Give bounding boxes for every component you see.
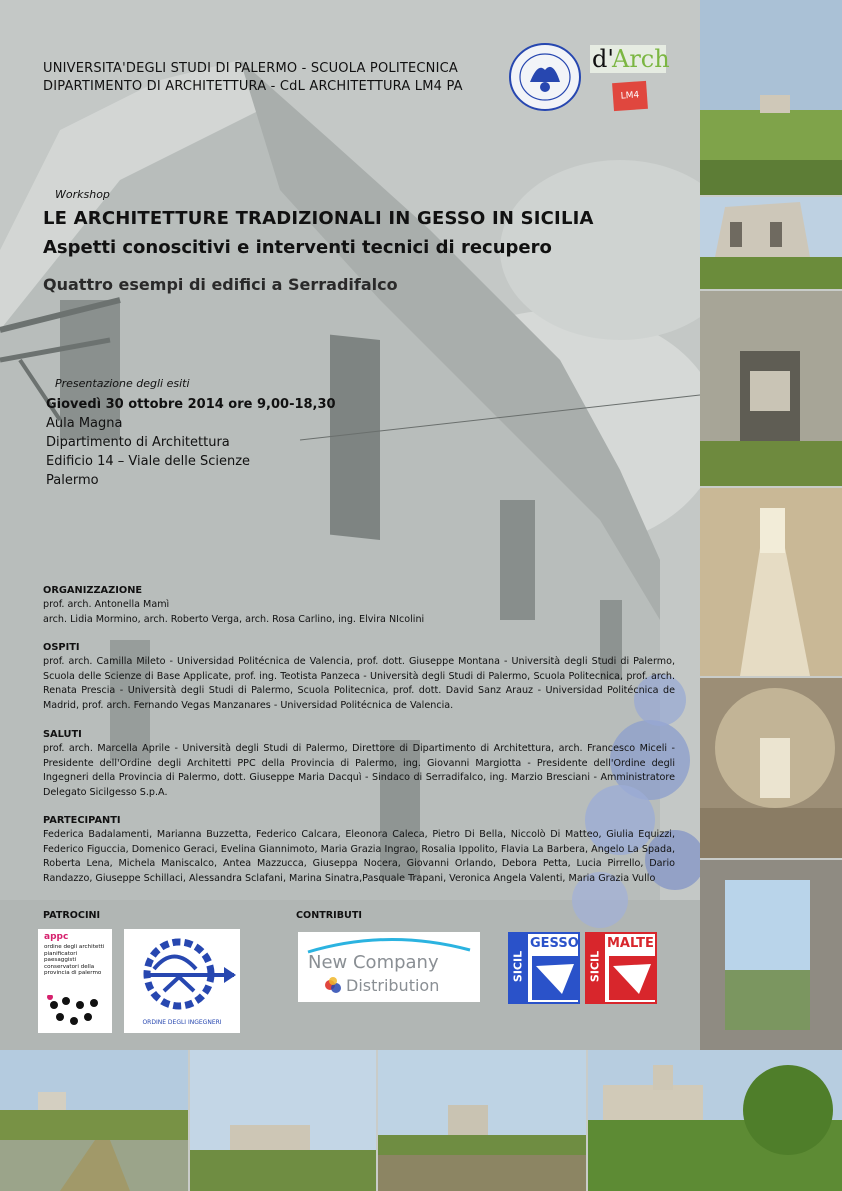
title-sub: Aspetti conoscitivi e interventi tecnici di recupero xyxy=(43,237,552,258)
ncd-text-2: Distribution xyxy=(346,976,440,995)
ncd-text-1: New Company xyxy=(308,952,439,973)
photo-window-6 xyxy=(700,860,842,1050)
darch-logo-arch: Arch xyxy=(612,45,670,73)
university-seal-logo xyxy=(508,42,582,112)
event-room: Aula Magna xyxy=(46,416,123,431)
photo-ruin-2 xyxy=(700,197,842,289)
section-organizzazione xyxy=(43,584,675,627)
sicilgesso-sicil: SICIL xyxy=(511,950,525,983)
photo-bottom-1 xyxy=(0,1050,188,1191)
organizzazione-line-1: prof. arch. Antonella Mamì xyxy=(43,599,170,611)
ospiti-heading: OSPITI xyxy=(43,642,80,653)
darch-logo xyxy=(590,45,670,73)
event-date: Giovedì 30 ottobre 2014 ore 9,00-18,30 xyxy=(46,397,336,412)
photo-bottom-3 xyxy=(378,1050,586,1191)
organizzazione-line-2: arch. Lidia Mormino, arch. Roberto Verga, arch. Rosa Carlino, ing. Elvira NIcolini xyxy=(43,613,425,625)
sicilmalte-logo xyxy=(585,932,657,1004)
saluti-heading: SALUTI xyxy=(43,729,82,740)
darch-logo-d: d' xyxy=(592,45,614,73)
header-line-1: UNIVERSITA'DEGLI STUDI DI PALERMO - SCUOLA POLITECNICA xyxy=(43,61,459,76)
event-city: Palermo xyxy=(46,473,99,488)
sicilmalte-sicil: SICIL xyxy=(588,950,602,983)
saluti-text: prof. arch. Marcella Aprile - Università degli Studi di Palermo, Direttore di Dipartimento di Architettura, arch. Francesco Miceli - Presidente dell'Ordine degli Architetti PPC della Provincia di Palermo, ing. Giovanni Margiotta - Presidente dell'Ordine degli Ingegneri della Provincia di Palermo, dott. Giuseppe Maria Dacquì - Sindaco di Serradifalco, ing. Marzio Bresciani - Amministratore Delegato Sicilgesso S.p.A. xyxy=(43,743,675,798)
section-saluti xyxy=(43,728,675,800)
appc-logo-text: ordine degli architetti pianificatori paesaggisti conservatori della provincia di palermo xyxy=(44,944,105,977)
sicilmalte-malte: MALTE xyxy=(607,936,654,951)
header-line-2: DIPARTIMENTO DI ARCHITETTURA - CdL ARCHITETTURA LM4 PA xyxy=(43,79,463,94)
ospiti-text: prof. arch. Camilla Mileto - Universidad Politécnica de Valencia, prof. dott. Giuseppe Montana - Università degli Studi di Palermo, Scuola delle Scienze di Base Applicate, prof. ing. Teotista Panzeca - Università degli Studi di Palermo, Scuola Politecnica, prof. arch. Renata Prescia - Università degli Studi di Palermo, Scuola Politecnica, prof. dott. David Sanz Arauz - Universidad Politécnica de Madrid, prof. arch. Fernando Vegas Manzanares - Universidad Politécnica de Valencia. xyxy=(43,656,675,711)
photo-landscape-1 xyxy=(700,0,842,195)
sicilgesso-gesso: GESSO xyxy=(530,936,579,951)
ordine-ingegneri-logo xyxy=(124,929,240,1033)
partecipanti-heading: PARTECIPANTI xyxy=(43,815,121,826)
presentation-label: Presentazione degli esiti xyxy=(55,377,190,390)
photo-vault-5 xyxy=(700,678,842,858)
photo-bottom-4 xyxy=(588,1050,842,1191)
contributi-label: CONTRIBUTI xyxy=(296,910,362,921)
photo-bottom-2 xyxy=(190,1050,376,1191)
appc-logo-title: appc xyxy=(44,932,69,942)
photo-ruin-3 xyxy=(700,291,842,486)
sicilgesso-logo xyxy=(508,932,580,1004)
event-building: Edificio 14 – Viale delle Scienze xyxy=(46,454,251,469)
photo-stairs-4 xyxy=(700,488,842,676)
title-case: Quattro esempi di edifici a Serradifalco xyxy=(43,275,398,294)
ordine-ingegneri-text: ORDINE DEGLI INGEGNERI xyxy=(142,1019,222,1026)
section-partecipanti xyxy=(43,814,675,886)
workshop-label: Workshop xyxy=(55,188,110,201)
patrocini-label: PATROCINI xyxy=(43,910,101,921)
lm4-logo: LM4 xyxy=(612,81,648,111)
partecipanti-text: Federica Badalamenti, Marianna Buzzetta, Federico Calcara, Eleonora Caleca, Pietro Di Bella, Niccolò Di Matteo, Giulia Equizzi, Federico Figuccia, Domenico Geraci, Evelina Giannimoto, Maria Grazia Ingrao, Rosalia Ippolito, Flavia La Barbera, Angelo La Spada, Roberta Lena, Michela Maniscalco, Antea Mazzucca, Giuseppa Nocera, Giovanni Orlando, Debora Petta, Lucia Pirrello, Dario Randazzo, Giuseppe Schillaci, Alessandra Sclafani, Marina Sinatra,Pasquale Trapani, Veronica Angela Valenti, Maria Grazia Vullo xyxy=(43,829,675,884)
section-ospiti xyxy=(43,641,675,713)
presentation-details xyxy=(46,395,336,490)
new-company-distribution-logo xyxy=(298,932,480,1002)
organizzazione-heading: ORGANIZZAZIONE xyxy=(43,585,143,596)
title-main: LE ARCHITETTURE TRADIZIONALI IN GESSO IN SICILIA xyxy=(43,208,594,229)
event-dept: Dipartimento di Architettura xyxy=(46,435,230,450)
header xyxy=(43,60,463,96)
appc-logo xyxy=(38,929,112,1033)
